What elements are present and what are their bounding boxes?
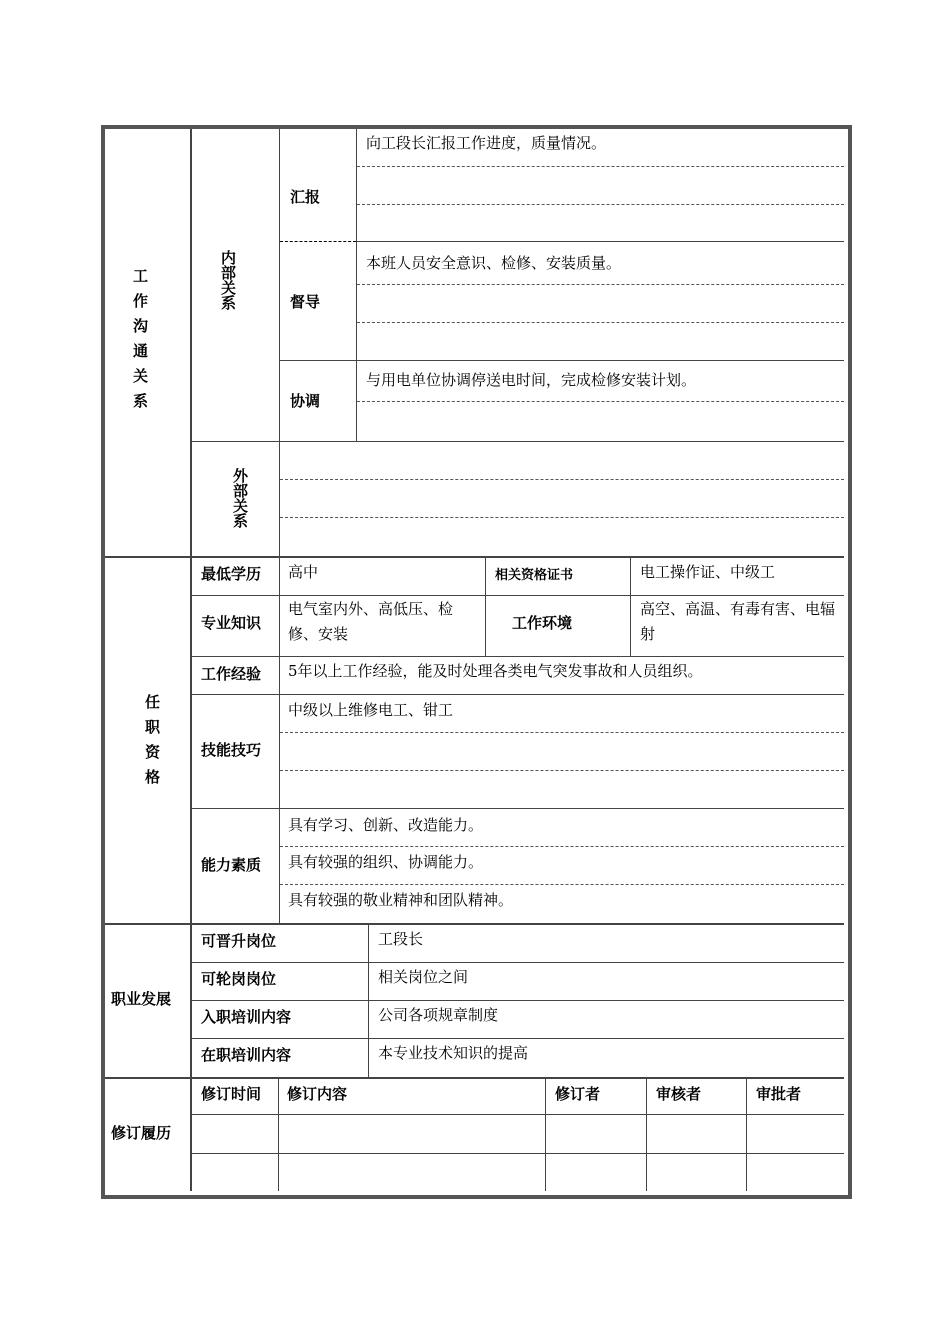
report-label: 汇报 (290, 188, 321, 206)
knowledge-label: 专业知识 (201, 614, 262, 632)
qualifications-bottom-line (105, 923, 844, 925)
internal-bottom-line (191, 441, 844, 442)
communication-bottom-line (105, 556, 844, 558)
knowledge-value: 电气室内外、高低压、检修、安装 (288, 600, 454, 643)
revision-col-divider-3 (646, 1078, 647, 1191)
supervise-text: 本班人员安全意识、检修、安装质量。 (366, 254, 622, 272)
col-divider-external (279, 441, 280, 556)
section-label-qualifications: 任职资格 (143, 694, 161, 794)
qual-row4-line (191, 808, 844, 809)
revision-header-reviewer: 审核者 (656, 1085, 702, 1103)
col-divider-1 (190, 129, 192, 1191)
coordinate-text: 与用电单位协调停送电时间，完成检修安装计划。 (366, 371, 697, 389)
career-row2-line (191, 1000, 844, 1001)
environment-label: 工作环境 (512, 614, 573, 632)
career-row1-line (191, 962, 844, 963)
certificate-value: 电工操作证、中级工 (640, 563, 776, 581)
qual-mid-divider-1 (485, 557, 486, 656)
supervise-dash-2 (357, 322, 844, 323)
skills-dash-2 (280, 770, 844, 771)
section-label-career: 职业发展 (111, 990, 172, 1008)
career-label-3: 入职培训内容 (201, 1008, 292, 1026)
qual-row3-line (191, 694, 844, 695)
revision-col-divider-1 (278, 1078, 279, 1191)
internal-relations-label: 内部关系 (219, 250, 237, 310)
ability-item-3: 具有较强的敬业精神和团队精神。 (288, 891, 514, 909)
qual-row1-line (191, 595, 844, 596)
qual-mid-divider-2 (630, 557, 631, 656)
report-sep-dashed (280, 241, 356, 242)
external-relations-label: 外部关系 (231, 468, 249, 528)
skills-value: 中级以上维修电工、钳工 (288, 701, 454, 719)
abilities-dash-1 (280, 846, 844, 847)
career-value-2: 相关岗位之间 (378, 968, 469, 986)
skills-dash-1 (280, 732, 844, 733)
supervise-label: 督导 (290, 293, 321, 311)
report-text: 向工段长汇报工作进度，质量情况。 (366, 134, 607, 152)
col-divider-label (356, 129, 357, 441)
career-value-4: 本专业技术知识的提高 (378, 1044, 529, 1062)
career-label-4: 在职培训内容 (201, 1046, 292, 1064)
col-divider-internal (279, 129, 280, 441)
revision-row1-line (191, 1114, 844, 1115)
min-education-label: 最低学历 (201, 565, 262, 583)
revision-header-content: 修订内容 (287, 1085, 348, 1103)
career-bottom-line (105, 1077, 844, 1079)
report-bottom-line (356, 241, 844, 242)
section-label-revision: 修订履历 (111, 1124, 172, 1142)
career-label-1: 可晋升岗位 (201, 932, 277, 950)
revision-header-approver: 审批者 (756, 1085, 802, 1103)
certificate-label: 相关资格证书 (495, 568, 574, 583)
revision-header-time: 修订时间 (201, 1085, 262, 1103)
revision-row2-line (191, 1153, 844, 1154)
abilities-dash-2 (280, 884, 844, 885)
ability-item-1: 具有学习、创新、改造能力。 (288, 816, 484, 834)
min-education-value: 高中 (288, 563, 319, 581)
revision-col-divider-2 (545, 1078, 546, 1191)
career-value-1: 工段长 (378, 930, 424, 948)
experience-value: 5年以上工作经验，能及时处理各类电气突发事故和人员组织。 (288, 662, 703, 680)
revision-col-divider-4 (746, 1078, 747, 1191)
abilities-label: 能力素质 (201, 856, 262, 874)
skills-label: 技能技巧 (201, 741, 262, 759)
career-row3-line (191, 1038, 844, 1039)
ability-item-2: 具有较强的组织、协调能力。 (288, 853, 484, 871)
career-value-3: 公司各项规章制度 (378, 1006, 499, 1024)
report-dash-2 (357, 204, 844, 205)
external-dash-2 (280, 517, 844, 518)
external-dash-1 (280, 479, 844, 480)
report-dash-1 (357, 166, 844, 167)
qual-col-divider (279, 557, 280, 923)
section-label-communication: 工作沟通关系 (131, 268, 149, 418)
supervise-dash-1 (357, 284, 844, 285)
qual-row2-line (191, 656, 844, 657)
revision-header-reviser: 修订者 (555, 1085, 601, 1103)
coordinate-dash-1 (357, 401, 844, 402)
experience-label: 工作经验 (201, 665, 262, 683)
coordinate-label: 协调 (290, 392, 321, 410)
career-label-2: 可轮岗岗位 (201, 970, 277, 988)
environment-value: 高空、高温、有毒有害、电辐射 (640, 600, 836, 643)
supervise-bottom-line (280, 360, 844, 361)
